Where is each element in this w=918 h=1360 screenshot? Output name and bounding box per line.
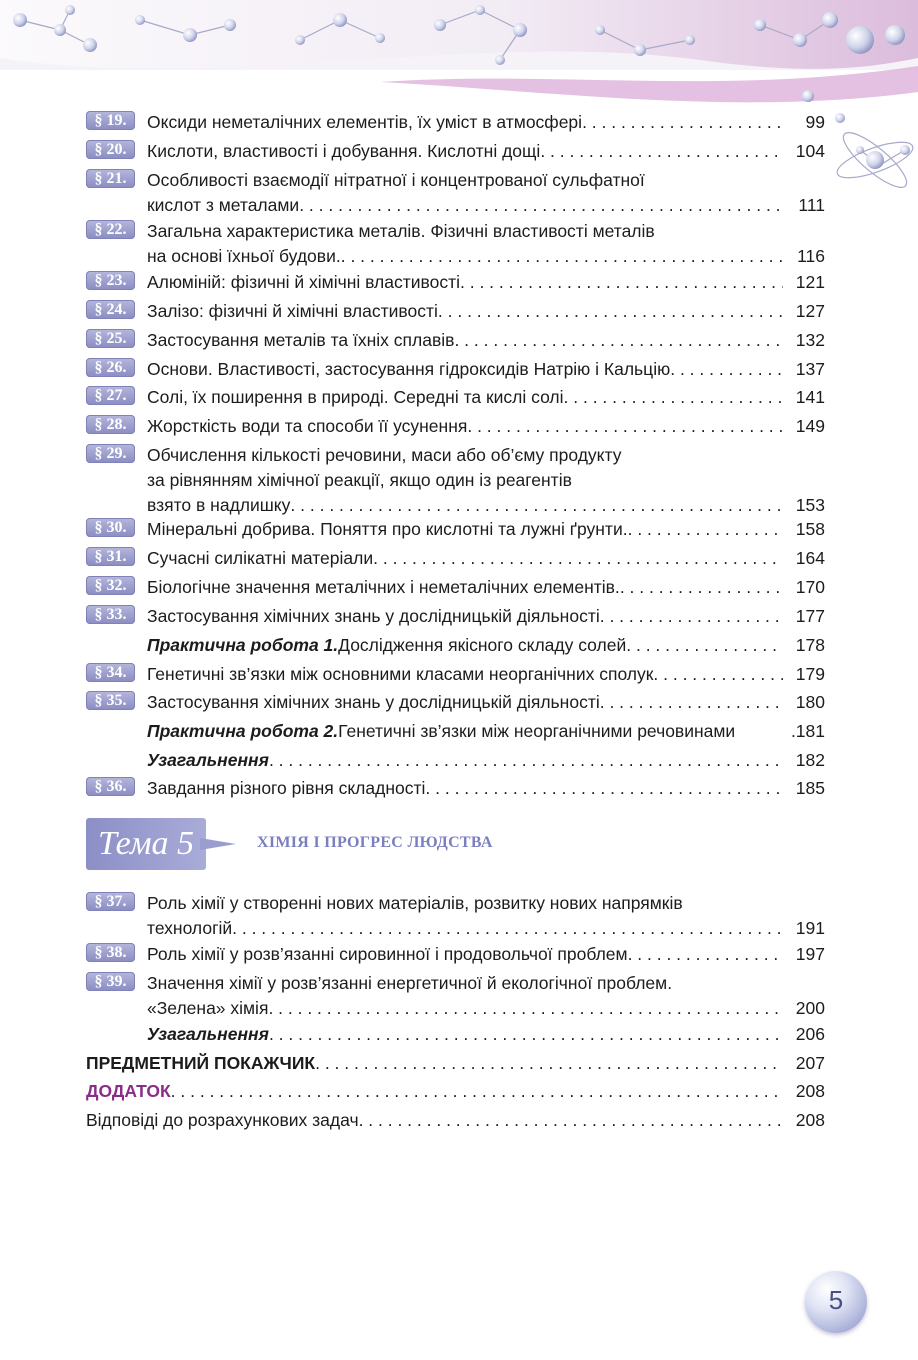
- section-badge: § 31.: [86, 547, 135, 566]
- dot-leader: [315, 1051, 783, 1075]
- entry-title-line: Основи. Властивості, застосування гідроксидів Натрію і Кальцію: [147, 359, 671, 379]
- entry-title-line: Завдання різного рівня складності: [147, 778, 426, 798]
- entry-title-line: Генетичні зв’язки між неорганічними речовинами: [338, 721, 736, 741]
- dot-leader: [628, 942, 783, 966]
- entry-title-line: технологій: [147, 918, 233, 938]
- dot-leader: [425, 776, 783, 800]
- page-ref: 149: [795, 416, 825, 436]
- section-badge: § 37.: [86, 892, 135, 911]
- page-ref: 132: [795, 330, 825, 350]
- entry-bold-label: Практична робота 1.: [147, 635, 339, 655]
- dot-leader: [299, 193, 783, 217]
- dot-leader: [269, 748, 783, 772]
- entry-title-line: ДОДАТОК: [86, 1081, 171, 1101]
- dot-leader: [600, 604, 783, 628]
- section-badge: § 21.: [86, 169, 135, 188]
- dot-leader: [268, 996, 783, 1020]
- page-ref: 200: [795, 998, 825, 1018]
- page-ref: 158: [795, 519, 825, 539]
- page-ref: 208: [795, 1110, 825, 1130]
- topic-badge: Тема 5: [86, 818, 206, 870]
- entry-bold-label: Практична робота 2.: [147, 721, 339, 741]
- page-ref: .181: [790, 721, 825, 741]
- section-badge: § 38.: [86, 943, 135, 962]
- dot-leader: [454, 328, 783, 352]
- dot-leader: [670, 357, 783, 381]
- entry-title-line: Відповіді до розрахункових задач: [86, 1110, 359, 1130]
- page-ref: 197: [795, 944, 825, 964]
- entry-title-line: Мінеральні добрива. Поняття про кислотні та лужні ґрунти.: [147, 519, 628, 539]
- page-ref: 137: [795, 359, 825, 379]
- dot-leader: [438, 299, 783, 323]
- entry-title-line: Сучасні силікатні матеріали: [147, 548, 374, 568]
- entry-title-line: Обчислення кількості речовини, маси або об’єму продукту: [147, 445, 622, 465]
- dot-leader: [467, 414, 783, 438]
- section-badge: § 23.: [86, 271, 135, 290]
- section-badge: § 30.: [86, 518, 135, 537]
- section-badge: § 32.: [86, 576, 135, 595]
- entry-title-line: Біологічне значення металічних і неметалічних елементів.: [147, 577, 620, 597]
- section-badge: § 39.: [86, 972, 135, 991]
- page-ref: 121: [795, 272, 825, 292]
- entry-title-line: на основі їхньої будови.: [147, 246, 341, 266]
- dot-leader: [600, 690, 783, 714]
- entry-title-line: Дослідження якісного складу солей: [338, 635, 627, 655]
- section-badge: § 19.: [86, 111, 135, 130]
- dot-leader: [540, 139, 783, 163]
- page-ref: 182: [795, 750, 825, 770]
- dot-leader: [290, 493, 783, 517]
- dot-leader: [582, 110, 783, 134]
- page-ref: 164: [795, 548, 825, 568]
- topic-arrow-icon: [200, 834, 246, 854]
- dot-leader: [269, 1022, 783, 1046]
- entry-title-line: Застосування металів та їхніх сплавів: [147, 330, 455, 350]
- page-ref: 185: [795, 778, 825, 798]
- entry-title-line: Застосування хімічних знань у дослідницькій діяльності: [147, 692, 600, 712]
- page-ref: 206: [795, 1024, 825, 1044]
- entry-bold-label: Узагальнення: [147, 750, 269, 770]
- entry-title-line: Алюміній: фізичні й хімічні властивості: [147, 272, 460, 292]
- dot-leader: [171, 1079, 783, 1103]
- page-ref: 104: [795, 141, 825, 161]
- page-ref: 127: [795, 301, 825, 321]
- entry-title-line: Роль хімії у розв’язанні сировинної і продовольчої проблем: [147, 944, 628, 964]
- page-ref: 177: [795, 606, 825, 626]
- section-badge: § 35.: [86, 691, 135, 710]
- section-badge: § 28.: [86, 415, 135, 434]
- section-badge: § 26.: [86, 358, 135, 377]
- dot-leader: [653, 662, 783, 686]
- entry-title-line: Солі, їх поширення в природі. Середні та кислі солі: [147, 387, 564, 407]
- dot-leader: [620, 575, 783, 599]
- entry-title-line: Генетичні зв’язки між основними класами неорганічних сполук: [147, 664, 654, 684]
- entry-title-line: за рівнянням хімічної реакції, якщо один із реагентів: [147, 470, 572, 490]
- page-ref: 207: [795, 1053, 825, 1073]
- dot-leader: [373, 546, 783, 570]
- entry-bold-label: Узагальнення: [147, 1024, 269, 1044]
- page-ref: 180: [795, 692, 825, 712]
- topic-title: ХІМІЯ І ПРОГРЕС ЛЮДСТВА: [257, 834, 493, 851]
- section-badge: § 24.: [86, 300, 135, 319]
- page-ref: 191: [795, 918, 825, 938]
- section-badge: § 20.: [86, 140, 135, 159]
- entry-title-line: Застосування хімічних знань у дослідницькій діяльності: [147, 606, 600, 626]
- dot-leader: [341, 244, 783, 268]
- entry-title-line: ПРЕДМЕТНИЙ ПОКАЖЧИК: [86, 1053, 316, 1073]
- entry-title-line: Значення хімії у розв’язанні енергетичної й екологічної проблем.: [147, 973, 673, 993]
- entry-title-line: взято в надлишку: [147, 495, 291, 515]
- section-badge: § 22.: [86, 220, 135, 239]
- entry-title-line: Роль хімії у створенні нових матеріалів, розвитку нових напрямків: [147, 893, 683, 913]
- page-ref: 141: [795, 387, 825, 407]
- page-ref: 153: [795, 495, 825, 515]
- entry-title-line: «Зелена» хімія: [147, 998, 269, 1018]
- dot-leader: [232, 916, 783, 940]
- section-badge: § 29.: [86, 444, 135, 463]
- page-ref: 179: [795, 664, 825, 684]
- page-ref: 208: [795, 1081, 825, 1101]
- dot-leader: [564, 385, 783, 409]
- section-badge: § 33.: [86, 605, 135, 624]
- entry-title-line: Залізо: фізичні й хімічні властивості: [147, 301, 438, 321]
- page-ref: 170: [795, 577, 825, 597]
- entry-title-line: Жорсткість води та способи її усунення: [147, 416, 468, 436]
- page-ref: 116: [797, 246, 825, 266]
- section-badge: § 25.: [86, 329, 135, 348]
- page-ref: 99: [805, 112, 825, 132]
- dot-leader: [460, 270, 783, 294]
- entry-title-line: Оксиди неметалічних елементів, їх уміст в атмосфері: [147, 112, 583, 132]
- dot-leader: [628, 517, 783, 541]
- dot-leader: [626, 633, 783, 657]
- dot-leader: [359, 1108, 783, 1132]
- section-badge: § 27.: [86, 386, 135, 405]
- section-badge: § 36.: [86, 777, 135, 796]
- page-ref: 111: [798, 195, 825, 215]
- page-number-bubble: 5: [805, 1271, 867, 1333]
- entry-title-line: Особливості взаємодії нітратної і концентрованої сульфатної: [147, 170, 645, 190]
- entry-title-line: Кислоти, властивості і добування. Кислотні дощі: [147, 141, 541, 161]
- entry-title-line: кислот з металами: [147, 195, 300, 215]
- entry-title-line: Загальна характеристика металів. Фізичні властивості металів: [147, 221, 655, 241]
- page-ref: 178: [795, 635, 825, 655]
- section-badge: § 34.: [86, 663, 135, 682]
